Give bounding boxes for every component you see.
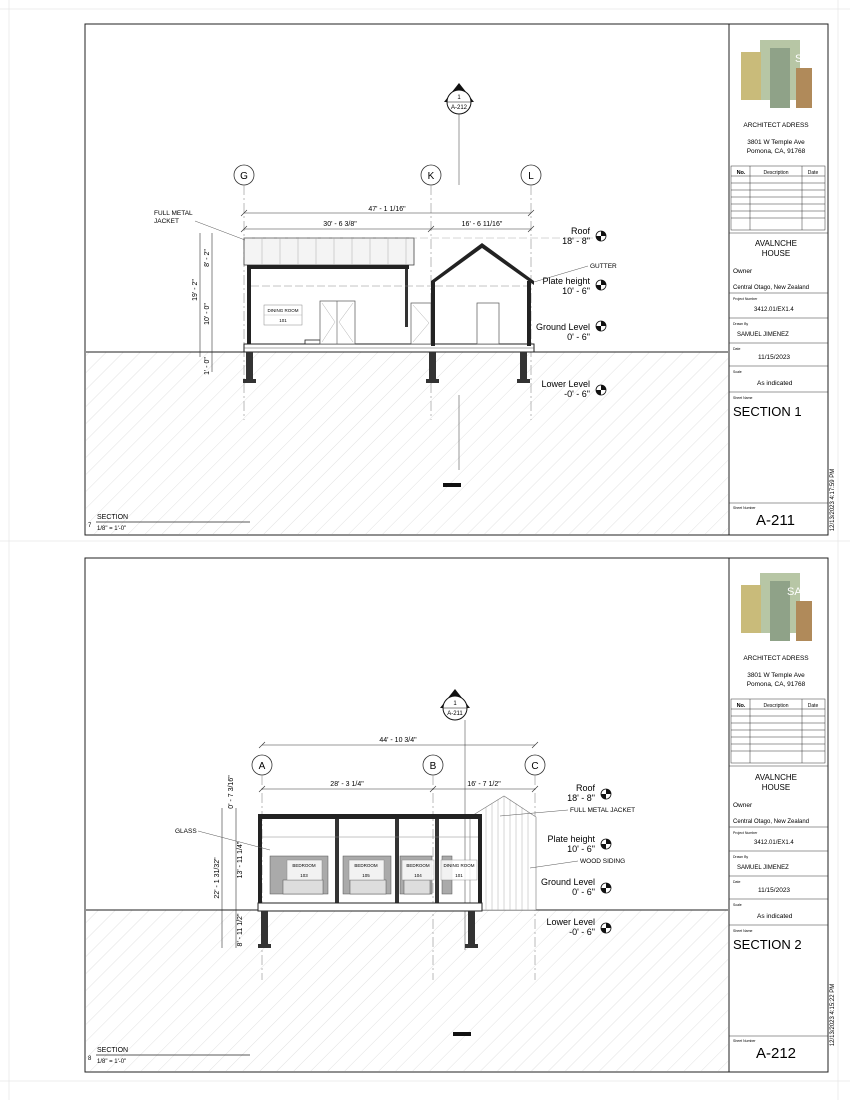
svg-text:K: K bbox=[427, 171, 435, 182]
svg-text:7: 7 bbox=[88, 523, 92, 529]
svg-text:SECTION 2: SECTION 2 bbox=[733, 937, 802, 952]
room-tag-dining bbox=[264, 305, 302, 325]
svg-text:As indicated: As indicated bbox=[757, 380, 793, 387]
dim-overall: 47' - 1 1/16" bbox=[368, 206, 406, 213]
vdim-2: 13' - 11 1/4" bbox=[237, 841, 244, 879]
note-wood-siding: WOOD SIDING bbox=[580, 858, 626, 865]
svg-text:Sheet Name: Sheet Name bbox=[733, 396, 753, 400]
svg-text:11/15/2023: 11/15/2023 bbox=[758, 887, 791, 894]
sheet-section-2 bbox=[0, 550, 850, 1100]
svg-text:Project Number: Project Number bbox=[733, 831, 758, 835]
svg-text:Pomona, CA, 91768: Pomona, CA, 91768 bbox=[746, 148, 806, 155]
svg-text:SAM: SAM bbox=[795, 53, 819, 65]
svg-text:L: L bbox=[528, 171, 534, 182]
room-tag-bedroom-103 bbox=[287, 860, 322, 880]
svg-text:Description: Description bbox=[763, 703, 789, 709]
level-marker-ground bbox=[536, 321, 606, 342]
svg-text:SAMUEL JIMENEZ: SAMUEL JIMENEZ bbox=[737, 865, 789, 871]
svg-text:Description: Description bbox=[763, 170, 789, 176]
level-marker-plate bbox=[542, 276, 606, 296]
svg-text:G: G bbox=[240, 171, 248, 182]
svg-text:SAMUEL JIMENEZ: SAMUEL JIMENEZ bbox=[737, 332, 789, 338]
svg-text:ARCHITECT ADRESS: ARCHITECT ADRESS bbox=[743, 122, 809, 129]
svg-text:1/8" = 1'-0": 1/8" = 1'-0" bbox=[97, 1059, 127, 1065]
note-gutter: GUTTER bbox=[590, 263, 617, 270]
svg-text:Scale: Scale bbox=[733, 370, 742, 374]
svg-text:Sheet Number: Sheet Number bbox=[733, 1039, 756, 1043]
svg-text:Scale: Scale bbox=[733, 903, 742, 907]
svg-text:DINING ROOM: DINING ROOM bbox=[443, 863, 475, 868]
firm-logo bbox=[741, 40, 819, 108]
dim-overall: 44' - 10 3/4" bbox=[379, 737, 417, 744]
svg-text:As indicated: As indicated bbox=[757, 913, 793, 920]
svg-text:Date: Date bbox=[807, 170, 819, 176]
level-marker-roof bbox=[562, 226, 606, 246]
svg-text:ARCHITECT ADRESS: ARCHITECT ADRESS bbox=[743, 655, 809, 662]
svg-text:BEDROOM: BEDROOM bbox=[406, 863, 430, 868]
svg-text:3412.01/EX1.4: 3412.01/EX1.4 bbox=[754, 307, 794, 313]
svg-text:Owner: Owner bbox=[733, 802, 753, 809]
svg-text:-0' - 6": -0' - 6" bbox=[564, 389, 590, 399]
room-tag-dining-101 bbox=[441, 860, 477, 880]
svg-text:10' - 6": 10' - 6" bbox=[567, 844, 595, 854]
svg-text:Project Number: Project Number bbox=[733, 297, 758, 301]
level-marker-ground bbox=[541, 877, 611, 897]
room-tag-bedroom-104 bbox=[402, 860, 434, 880]
level-marker-roof bbox=[567, 783, 611, 803]
svg-text:BEDROOM: BEDROOM bbox=[354, 863, 378, 868]
svg-text:Ground Level: Ground Level bbox=[535, 322, 590, 332]
svg-text:3801 W Temple Ave: 3801 W Temple Ave bbox=[747, 672, 805, 679]
svg-text:1: 1 bbox=[457, 95, 461, 101]
ground-hatch bbox=[86, 352, 728, 534]
note-metal-jacket-2: JACKET bbox=[154, 218, 179, 225]
svg-text:Lower Level: Lower Level bbox=[546, 917, 595, 927]
svg-text:0' - 6": 0' - 6" bbox=[567, 332, 590, 342]
svg-text:Roof: Roof bbox=[570, 226, 590, 236]
svg-text:DINING ROOM: DINING ROOM bbox=[267, 308, 299, 313]
svg-text:A-211: A-211 bbox=[756, 512, 795, 529]
svg-text:Central Otago, New Zealand: Central Otago, New Zealand bbox=[733, 819, 810, 825]
svg-text:8: 8 bbox=[88, 1056, 92, 1062]
vdim-4: 1' - 0" bbox=[204, 357, 211, 375]
vdim-2: 19' - 2" bbox=[192, 279, 199, 301]
dim-right: 16' - 6 11/16" bbox=[461, 221, 503, 228]
svg-text:Roof: Roof bbox=[575, 783, 595, 793]
svg-text:Ground Level: Ground Level bbox=[540, 877, 595, 887]
svg-text:A-211: A-211 bbox=[447, 711, 463, 717]
svg-text:3412.01/EX1.4: 3412.01/EX1.4 bbox=[754, 840, 794, 846]
svg-text:18' - 8": 18' - 8" bbox=[567, 793, 595, 803]
ground-hatch bbox=[86, 910, 728, 1071]
svg-text:C: C bbox=[531, 761, 539, 772]
svg-text:101: 101 bbox=[279, 318, 287, 323]
svg-text:AVALNCHE: AVALNCHE bbox=[755, 239, 797, 248]
svg-text:1/8" = 1'-0": 1/8" = 1'-0" bbox=[97, 526, 127, 532]
vdim-1: 8' - 2" bbox=[204, 249, 211, 267]
svg-text:B: B bbox=[429, 761, 437, 772]
svg-text:A-212: A-212 bbox=[756, 1045, 797, 1062]
dim-left: 30' - 6 3/8" bbox=[323, 221, 357, 228]
svg-text:BEDROOM: BEDROOM bbox=[292, 863, 316, 868]
vdim-3: 10' - 0" bbox=[204, 303, 211, 325]
title-block bbox=[729, 40, 828, 529]
svg-text:HOUSE: HOUSE bbox=[761, 783, 791, 792]
vdim-1: 0' - 7 3/16" bbox=[228, 775, 235, 809]
svg-text:Date: Date bbox=[733, 880, 741, 884]
room-tag-bedroom-105 bbox=[349, 860, 384, 880]
dim-left: 28' - 3 1/4" bbox=[330, 781, 364, 788]
dim-right: 16' - 7 1/2" bbox=[467, 781, 501, 788]
svg-text:103: 103 bbox=[300, 873, 308, 878]
svg-text:No.: No. bbox=[736, 170, 746, 176]
note-metal-jacket: FULL METAL JACKET bbox=[570, 807, 636, 814]
svg-text:10' - 6": 10' - 6" bbox=[562, 286, 590, 296]
svg-text:Date: Date bbox=[733, 347, 741, 351]
svg-text:Plate height: Plate height bbox=[547, 834, 595, 844]
print-timestamp: 12/13/2023 4:17:59 PM bbox=[830, 468, 836, 532]
svg-text:Date: Date bbox=[807, 703, 819, 709]
svg-text:Drawn By: Drawn By bbox=[733, 855, 749, 859]
svg-text:0' - 6": 0' - 6" bbox=[572, 887, 595, 897]
svg-text:Central Otago, New Zealand: Central Otago, New Zealand bbox=[733, 285, 810, 291]
svg-text:Plate height: Plate height bbox=[542, 276, 590, 286]
svg-text:SECTION: SECTION bbox=[97, 514, 129, 521]
print-timestamp: 12/13/2023 4:15:22 PM bbox=[830, 983, 836, 1047]
svg-text:SECTION: SECTION bbox=[97, 1047, 129, 1054]
note-metal-jacket: FULL METAL bbox=[154, 210, 193, 217]
svg-text:3801 W Temple Ave: 3801 W Temple Ave bbox=[747, 139, 805, 146]
level-marker-plate bbox=[547, 834, 611, 854]
svg-text:Sheet Number: Sheet Number bbox=[733, 506, 756, 510]
svg-text:Owner: Owner bbox=[733, 268, 753, 275]
svg-text:105: 105 bbox=[362, 873, 370, 878]
title-block bbox=[729, 573, 828, 1062]
svg-text:Sheet Name: Sheet Name bbox=[733, 929, 753, 933]
svg-text:SAM: SAM bbox=[787, 586, 811, 598]
svg-text:Lower Level: Lower Level bbox=[541, 379, 590, 389]
svg-text:Pomona, CA, 91768: Pomona, CA, 91768 bbox=[746, 681, 806, 688]
svg-text:-0' - 6": -0' - 6" bbox=[569, 927, 595, 937]
svg-text:No.: No. bbox=[736, 703, 746, 709]
svg-text:A: A bbox=[258, 761, 266, 772]
svg-text:101: 101 bbox=[455, 873, 463, 878]
svg-text:AVALNCHE: AVALNCHE bbox=[755, 773, 797, 782]
vdim-4: 8' - 11 1/2" bbox=[237, 913, 244, 947]
firm-logo bbox=[741, 573, 812, 641]
svg-text:11/15/2023: 11/15/2023 bbox=[758, 354, 791, 361]
svg-text:SECTION 1: SECTION 1 bbox=[733, 404, 802, 419]
note-glass: GLASS bbox=[175, 828, 197, 835]
svg-text:104: 104 bbox=[414, 873, 422, 878]
svg-text:Drawn By: Drawn By bbox=[733, 322, 749, 326]
svg-text:18' - 8": 18' - 8" bbox=[562, 236, 590, 246]
svg-text:A-212: A-212 bbox=[450, 105, 468, 111]
svg-text:HOUSE: HOUSE bbox=[761, 249, 791, 258]
vdim-3: 22' - 1 31/32" bbox=[214, 857, 221, 899]
svg-text:1: 1 bbox=[453, 701, 457, 707]
